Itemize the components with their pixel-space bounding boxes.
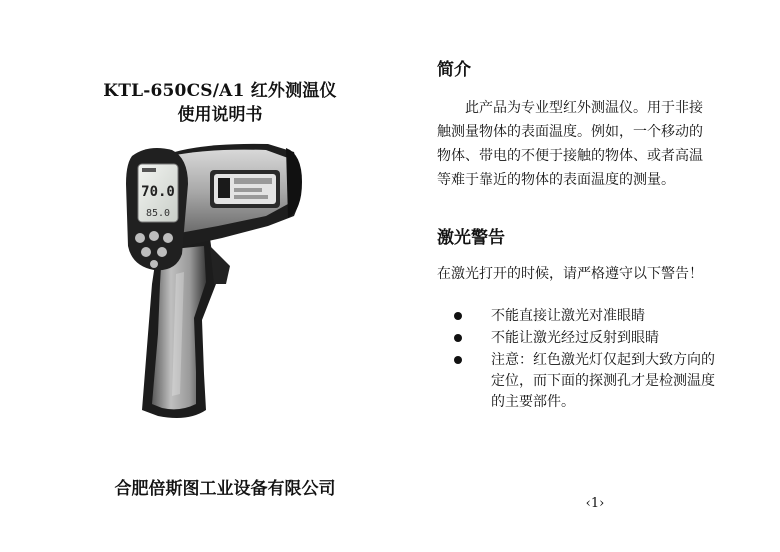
intro-paragraph [437,96,755,192]
warning-text: 注意：红色激光灯仅起到大致方向的 [491,352,715,368]
intro-line: 物体、带电的不便于接触的物体、或者高温 [437,148,703,164]
warning-text: 的主要部件。 [491,394,575,410]
bullet-icon [454,312,462,320]
warning-text: 不能让激光经过反射到眼睛 [491,330,659,346]
warning-item [437,306,767,327]
warning-list [437,306,767,414]
bullet-icon [454,356,462,364]
intro-line: 触测量物体的表面温度。例如，一个移动的 [437,124,703,140]
warning-item [437,328,767,349]
bullet-icon [454,334,462,342]
company-name: 合肥倍斯图工业设备有限公司 [114,479,336,499]
intro-heading: 简介 [437,60,471,80]
intro-line: 等难于靠近的物体的表面温度的测量。 [437,172,675,188]
display-main-reading: 70.0 [141,184,175,200]
document-subtitle: 使用说明书 [177,105,263,125]
display-sub-reading: 85.0 [145,208,171,219]
document-title: KTL-650CS/A1 红外测温仪 [103,81,337,101]
page-number: ‹1› [585,496,605,511]
laser-warning-heading: 激光警告 [437,228,505,248]
laser-warning-lead: 在激光打开的时候，请严格遵守以下警告！ [437,266,703,282]
warning-text: 不能直接让激光对准眼睛 [491,308,645,324]
warning-item [437,350,767,413]
thermometer-image [118,134,302,424]
warning-text: 定位，而下面的探测孔才是检测温度 [491,373,715,389]
intro-line: 此产品为专业型红外测温仪。用于非接 [465,100,703,116]
